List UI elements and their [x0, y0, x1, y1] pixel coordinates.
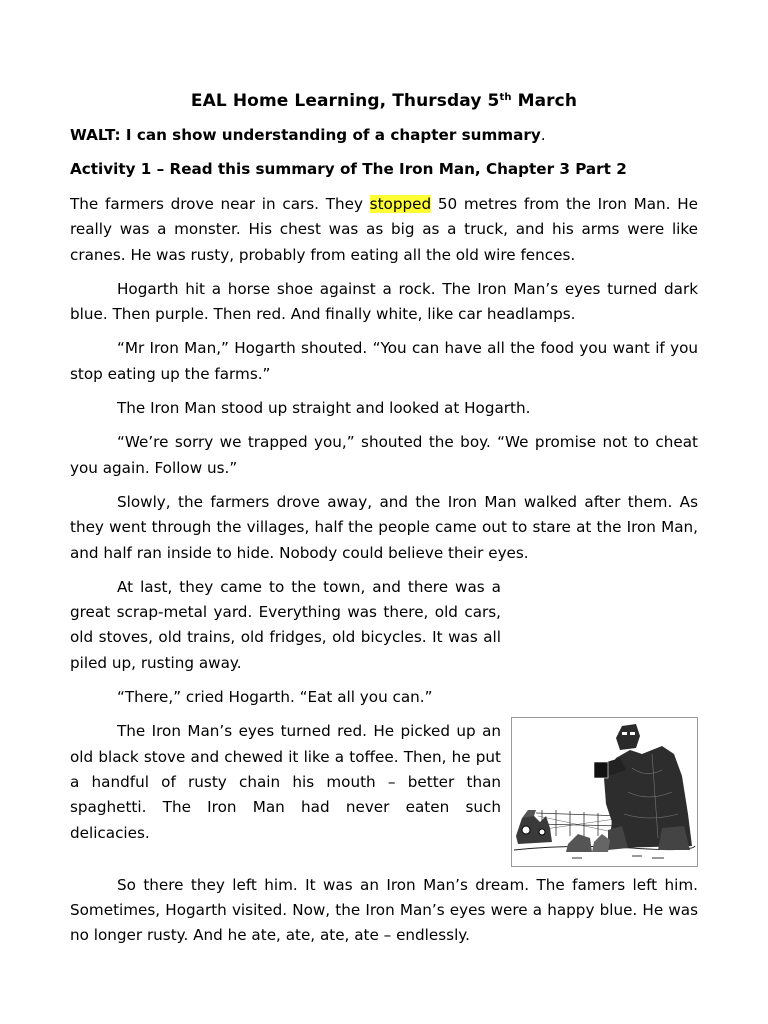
page-title	[70, 88, 698, 114]
walt-period: .	[540, 126, 546, 144]
walt-text: WALT: I can show understanding of a chapter summary	[70, 126, 541, 144]
document-page	[70, 88, 698, 958]
activity-heading: Activity 1 – Read this summary of The Iron Man, Chapter 3 Part 2	[70, 160, 627, 178]
paragraph-8: “There,” cried Hogarth. “Eat all you can.”	[117, 688, 433, 707]
iron-man-illustration	[511, 717, 698, 867]
title-text-end: March	[511, 91, 578, 111]
paragraph-3: “Mr Iron Man,” Hogarth shouted. “You can have all the food you want if you stop eating up the farms.”	[70, 339, 698, 383]
title-text: EAL Home Learning, Thursday 5	[190, 91, 500, 111]
highlighted-word: stopped	[369, 195, 432, 213]
paragraph-10: So there they left him. It was an Iron Man’s dream. The famers left him. Sometimes, Hogarth visited. Now, the Iron Man’s eyes were a happy blue. He was no longer rusty. And he ate, ate, ate, ate – endlessly.	[70, 875, 698, 945]
title-superscript: th	[499, 92, 512, 103]
paragraph-6: Slowly, the farmers drove away, and the Iron Man walked after them. As they went through the villages, half the people came out to stare at the Iron Man, and half ran inside to hide. Nobody could believe their eyes.	[70, 492, 698, 562]
iron-man-drawing	[512, 718, 697, 866]
paragraph-1-text-end: 50 metres from the Iron Man. He really was a monster. His chest was as big as a truck, and his arms were like cranes. He was rusty, probably from eating all the old wire fences.	[70, 195, 698, 264]
paragraph-5: “We’re sorry we trapped you,” shouted the boy. “We promise not to cheat you again. Follow us.”	[70, 433, 698, 477]
paragraph-4: The Iron Man stood up straight and looked at Hogarth.	[117, 399, 531, 418]
paragraph-9: The Iron Man’s eyes turned red. He picked up an old black stove and chewed it like a toffee. Then, he put a handful of rusty chain his mouth – better than spaghetti. The Iron Man had never eaten such delicacies.	[70, 722, 501, 842]
paragraph-7: At last, they came to the town, and there was a great scrap-metal yard. Everything was there, old cars, old stoves, old trains, old fridges, old bicycles. It was all piled up, rusting away.	[70, 577, 501, 672]
paragraph-2: Hogarth hit a horse shoe against a rock. The Iron Man’s eyes turned dark blue. Then purple. Then red. And finally white, like car headlamps.	[70, 279, 698, 324]
paragraph-1-text: The farmers drove near in cars. They	[70, 195, 370, 213]
paragraph-1	[70, 192, 698, 268]
walt-objective	[70, 124, 698, 146]
